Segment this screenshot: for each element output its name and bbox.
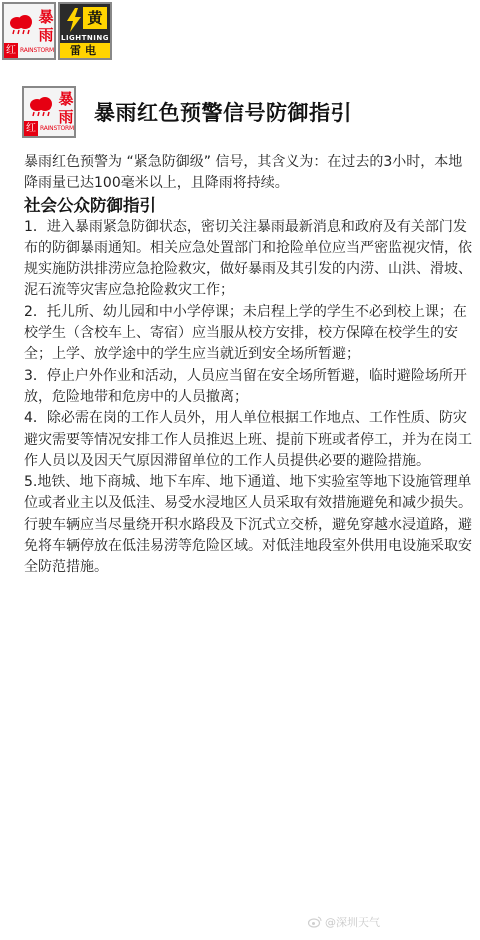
rainstorm-red-warning-icon xyxy=(2,2,56,60)
guideline-item-2: 2．托儿所、幼儿园和中小学停课；未启程上学的学生不必到校上课；在校学生（含校车上、寄宿）应当服从校方安排，校方保障在校学生的安全；上学、放学途中的学生应当就近到安全场所暂避； xyxy=(24,303,467,363)
weibo-icon xyxy=(308,916,322,928)
lightning-bolt-icon xyxy=(65,8,83,32)
rainstorm-red-warning-icon xyxy=(22,86,76,138)
guideline-item-1: 1．进入暴雨紧急防御状态，密切关注暴雨最新消息和政府及有关部门发布的防御暴雨通知。相关应急处置部门和抢险单位应当严密监视灾情，依规实施防洪排涝应急抢险救灾，做好暴雨及其引发的内涝、山洪、滑坡、泥石流等灾害应急抢险救灾工作； xyxy=(24,218,472,299)
guideline-item-5: 5.地铁、地下商城、地下车库、地下通道、地下实验室等地下设施管理单位或者业主以及低洼、易受水浸地区人员采取有效措施避免和减少损失。行驶车辆应当尽量绕开积水路段及下沉式立交桥，避免穿越水浸道路，避免将车辆停放在低洼易涝等危险区域。对低洼地段室外供用电设施采取安全防范措施。 xyxy=(24,474,472,576)
rain-cloud-icon xyxy=(28,96,54,118)
guideline-content xyxy=(24,152,472,579)
warning-signal-icons xyxy=(2,2,112,60)
rainstorm-icon-band: 红 RAINSTORM xyxy=(25,123,74,134)
intro-paragraph: 暴雨红色预警为 “紧急防御级” 信号，其含义为：在过去的3小时，本地降雨量已达100毫米以上，且降雨将持续。 xyxy=(24,154,463,192)
rain-cloud-icon xyxy=(8,14,34,36)
rainstorm-icon-text: 暴 雨 xyxy=(58,90,74,126)
rainstorm-icon-band: 红 RAINSTORM xyxy=(5,45,54,56)
watermark xyxy=(308,914,380,930)
section-title: 社会公众防御指引 xyxy=(24,195,156,215)
page-header xyxy=(22,86,352,138)
lightning-yellow-warning-icon: 黄 LIGHTNING 雷电 xyxy=(58,2,112,60)
guideline-item-3: 3．停止户外作业和活动，人员应当留在安全场所暂避，临时避险场所开放，危险地带和危房中的人员撤离； xyxy=(24,367,467,405)
rainstorm-icon-text: 暴 雨 xyxy=(38,8,54,44)
guideline-item-4: 4．除必需在岗的工作人员外，用人单位根据工作地点、工作性质、防灾避灾需要等情况安排工作人员推迟上班、提前下班或者停工，并为在岗工作人员以及因天气原因滞留单位的工作人员提供必要的避险措施。 xyxy=(24,410,472,469)
page-title: 暴雨红色预警信号防御指引 xyxy=(94,101,352,125)
watermark-text: @深圳天气 xyxy=(325,916,380,929)
